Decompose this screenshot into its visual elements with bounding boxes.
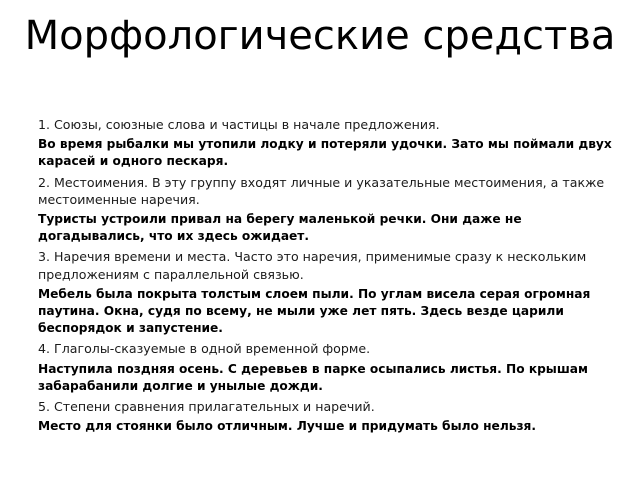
example-1-text: Во время рыбалки мы утопили лодку и потеряли удочки. Зато мы поймали двух карасей и одного пескаря. [38, 137, 612, 169]
rule-5-text: 5. Степени сравнения прилагательных и наречий. [38, 399, 375, 415]
example-5-text: Место для стоянки было отличным. Лучше и придумать было нельзя. [38, 419, 536, 434]
example-2-text: Туристы устроили привал на берегу маленькой речки. Они даже не догадывались, что их здесь ожидает. [38, 212, 522, 244]
example-4-text: Наступила поздняя осень. С деревьев в парке осыпались листья. По крышам забарабанили долгие и унылые дожди. [38, 361, 588, 393]
slide-body [38, 116, 618, 438]
example-3-text: Мебель была покрыта толстым слоем пыли. По углам висела серая огромная паутина. Окна, судя по всему, не мыли уже лет пять. Здесь везде царили беспорядок и запустение. [38, 286, 591, 336]
rule-1-text: 1. Союзы, союзные слова и частицы в начале предложения. [38, 117, 440, 132]
rule-2-text: 2. Местоимения. В эту группу входят личные и указательные местоимения, а также местоименные наречия. [38, 174, 605, 207]
rule-3-text: 3. Наречия времени и места. Часто это наречия, применимые сразу к нескольким предложениям с параллельной связью. [38, 249, 587, 282]
slide-title: Морфологические средства [24, 13, 616, 59]
rule-4-text: 4. Глаголы-сказуемые в одной временной форме. [38, 341, 371, 357]
